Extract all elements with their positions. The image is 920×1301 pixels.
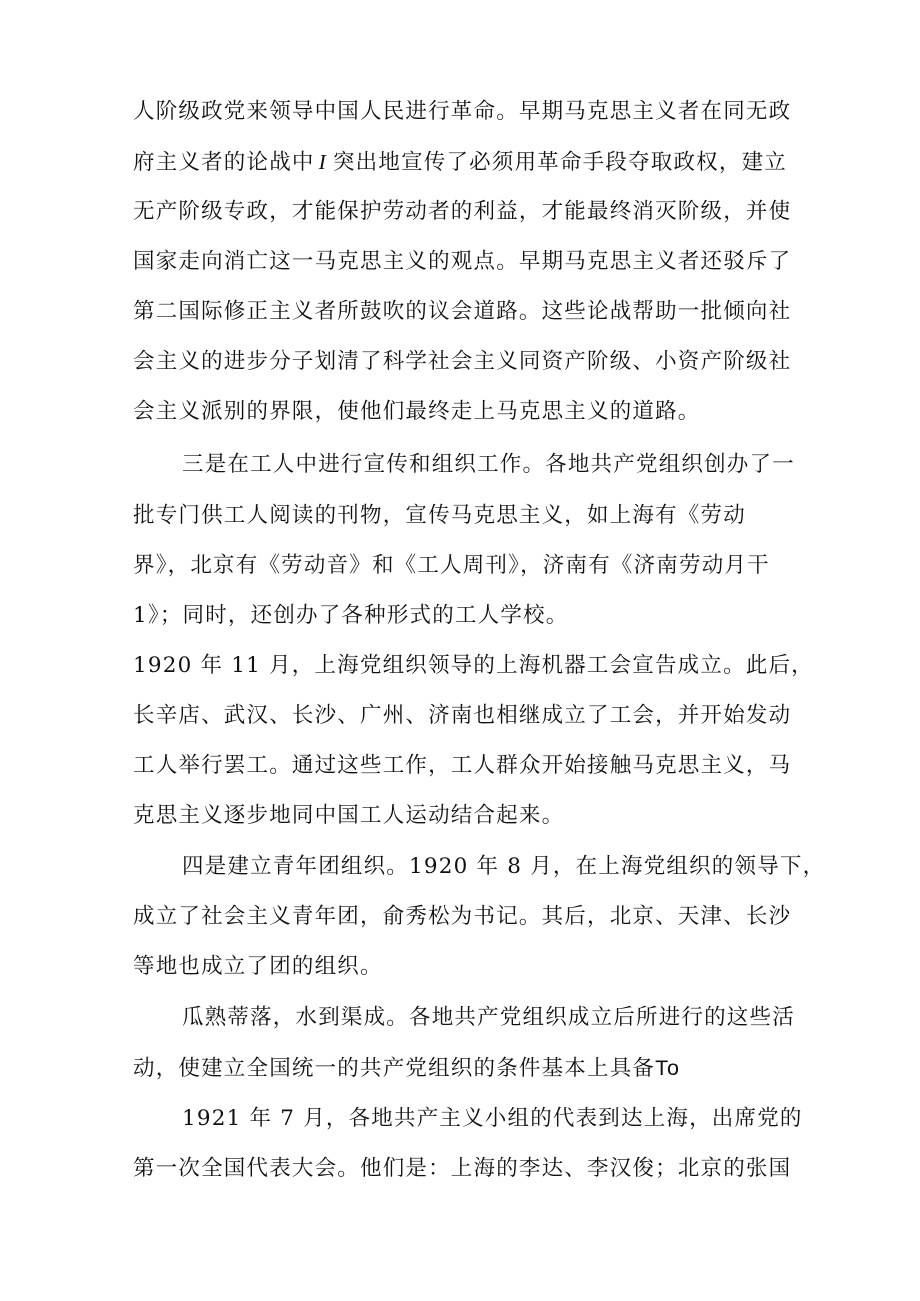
- text-line: 长辛店、武汉、长沙、广州、济南也相继成立了工会，并开始发动: [133, 703, 792, 728]
- text-line: 四是建立青年团组织。1920 年 8 月，在上海党组织的领导下，: [182, 854, 826, 879]
- text-line: 批专门供工人阅读的刊物，宣传马克思主义，如上海有《劳动: [133, 503, 746, 528]
- text-line: [133, 1053, 920, 1084]
- text-span: 府主义者的论战中: [133, 150, 315, 175]
- text-line: 无产阶级专政，才能保护劳动者的利益，才能最终消灭阶级，并使: [133, 199, 792, 224]
- text-line: 1921 年 7 月，各地共产主义小组的代表到达上海，出席党的: [182, 1106, 803, 1131]
- text-span: 突出地宣传了必须用革命手段夺取政权，建立: [332, 150, 787, 175]
- text-span: 动，使建立全国统一的共产党组织的条件基本上具备: [133, 1056, 656, 1081]
- text-line: 1》；同时，还创办了各种形式的工人学校。: [133, 603, 569, 628]
- text-line: 界》，北京有《劳动音》和《工人周刊》，济南有《济南劳动月干: [133, 553, 770, 578]
- text-line: 第二国际修正主义者所鼓吹的议会道路。这些论战帮助一批倾向社: [133, 299, 792, 324]
- text-line: 三是在工人中进行宣传和组织工作。各地共产党组织创办了一: [182, 452, 795, 477]
- text-line: 等地也成立了团的组织。: [133, 954, 383, 979]
- text-line: 人阶级政党来领导中国人民进行革命。早期马克思主义者在同无政: [133, 99, 792, 124]
- text-line: 克思主义逐步地同中国工人运动结合起来。: [133, 803, 565, 828]
- text-line: 会主义派别的界限，使他们最终走上马克思主义的道路。: [133, 399, 701, 424]
- text-line: [133, 147, 920, 178]
- text-line: 1920 年 11 月，上海党组织领导的上海机器工会宣告成立。此后，: [133, 653, 814, 678]
- text-line: 会主义的进步分子划清了科学社会主义同资产阶级、小资产阶级社: [133, 349, 792, 374]
- text-line: 瓜熟蒂落，水到渠成。各地共产党组织成立后所进行的这些活: [182, 1005, 795, 1030]
- text-span-italic: I: [318, 150, 327, 174]
- text-line: 工人举行罢工。通过这些工作，工人群众开始接触马克思主义，马: [133, 753, 792, 778]
- text-line: 成立了社会主义青年团，俞秀松为书记。其后，北京、天津、长沙: [133, 904, 792, 929]
- text-span-latin: To: [655, 1056, 681, 1080]
- text-line: 第一次全国代表大会。他们是：上海的李达、李汉俊；北京的张国: [133, 1156, 792, 1181]
- text-line: 国家走向消亡这一马克思主义的观点。早期马克思主义者还驳斥了: [133, 249, 792, 274]
